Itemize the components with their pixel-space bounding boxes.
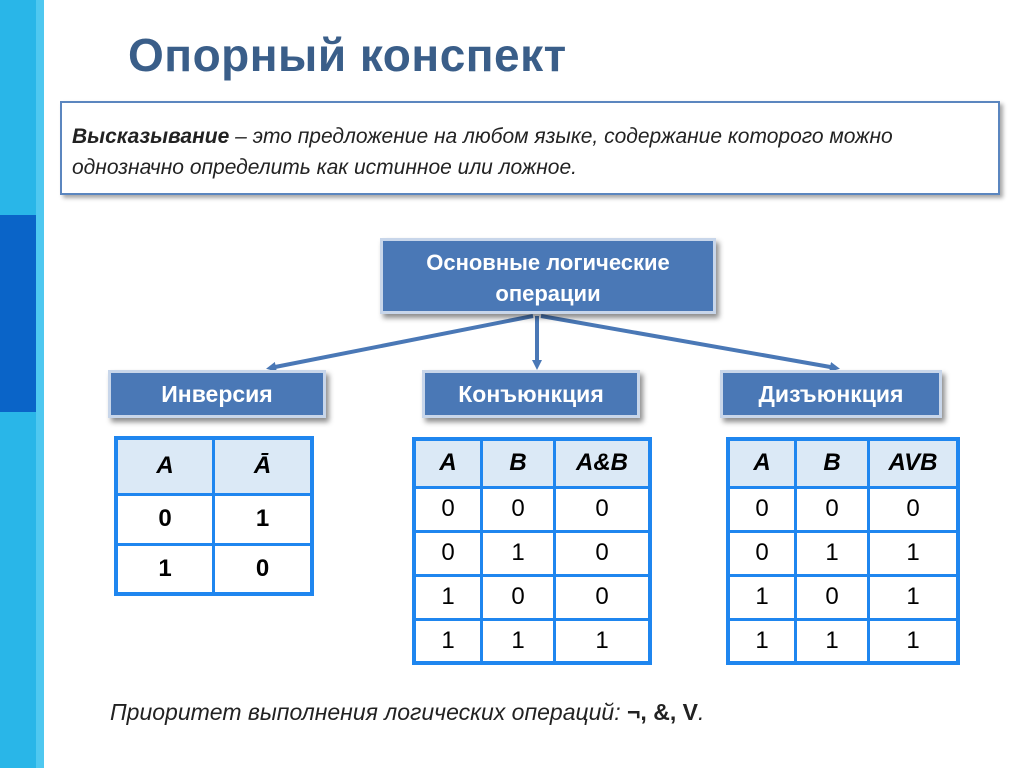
definition-text: – это предложение на любом языке, содержание которого можно однозначно определить как истинное или ложное. <box>72 125 893 179</box>
table-cell: 1 <box>414 575 482 619</box>
table-row <box>728 487 958 531</box>
table-cell: 0 <box>214 544 313 594</box>
table-cell: 1 <box>482 531 555 575</box>
table-cell: 0 <box>728 531 796 575</box>
root-node-line-2: операции <box>495 281 601 306</box>
header-cell: B <box>482 439 555 487</box>
table-cell: 1 <box>482 619 555 663</box>
table-row <box>414 575 650 619</box>
table-cell: 1 <box>116 544 214 594</box>
priority-ops: ¬, &, V <box>627 699 698 725</box>
table-cell: 0 <box>116 494 214 544</box>
inversion-truth-table <box>114 436 314 596</box>
table-row <box>116 494 312 544</box>
table-cell: 0 <box>414 487 482 531</box>
table-cell: 1 <box>555 619 651 663</box>
table-row <box>414 531 650 575</box>
table-row <box>414 487 650 531</box>
table-cell: 0 <box>555 531 651 575</box>
table-cell: 0 <box>728 487 796 531</box>
table-cell: 1 <box>869 619 959 663</box>
conjunction-truth-table <box>412 437 652 665</box>
table-cell: 0 <box>482 487 555 531</box>
header-cell: A <box>728 439 796 487</box>
table-cell: 1 <box>214 494 313 544</box>
table-cell: 0 <box>555 575 651 619</box>
table-row <box>728 531 958 575</box>
priority-text: Приоритет выполнения логических операций: <box>110 699 627 725</box>
arrow-to-inversion <box>270 316 533 368</box>
header-cell: A&B <box>555 439 651 487</box>
table-cell: 0 <box>869 487 959 531</box>
header-cell: A <box>414 439 482 487</box>
header-cell: A <box>116 438 214 494</box>
table-cell: 0 <box>482 575 555 619</box>
priority-note <box>110 699 704 726</box>
header-cell: B <box>796 439 869 487</box>
conjunction-box: Конъюнкция <box>422 370 640 418</box>
table-cell: 0 <box>796 487 869 531</box>
disjunction-box: Дизъюнкция <box>720 370 942 418</box>
root-node-box <box>380 238 716 314</box>
table-header-row <box>116 438 312 494</box>
table-cell: 1 <box>869 531 959 575</box>
page-title: Опорный конспект <box>128 29 567 81</box>
table-cell: 0 <box>796 575 869 619</box>
table-row <box>728 575 958 619</box>
table-row <box>116 544 312 594</box>
table-cell: 1 <box>796 619 869 663</box>
inversion-box: Инверсия <box>108 370 326 418</box>
header-cell: Ā <box>214 438 313 494</box>
disjunction-truth-table <box>726 437 960 665</box>
table-header-row <box>414 439 650 487</box>
arrow-to-disjunction <box>541 316 836 368</box>
header-cell: AVB <box>869 439 959 487</box>
table-cell: 0 <box>555 487 651 531</box>
table-cell: 1 <box>796 531 869 575</box>
table-cell: 0 <box>414 531 482 575</box>
table-row <box>414 619 650 663</box>
table-cell: 1 <box>414 619 482 663</box>
table-cell: 1 <box>728 619 796 663</box>
table-cell: 1 <box>869 575 959 619</box>
definition-term: Высказывание <box>72 125 230 148</box>
table-header-row <box>728 439 958 487</box>
root-node-line-1: Основные логические <box>426 250 670 275</box>
table-row <box>728 619 958 663</box>
table-cell: 1 <box>728 575 796 619</box>
priority-end: . <box>697 699 705 725</box>
